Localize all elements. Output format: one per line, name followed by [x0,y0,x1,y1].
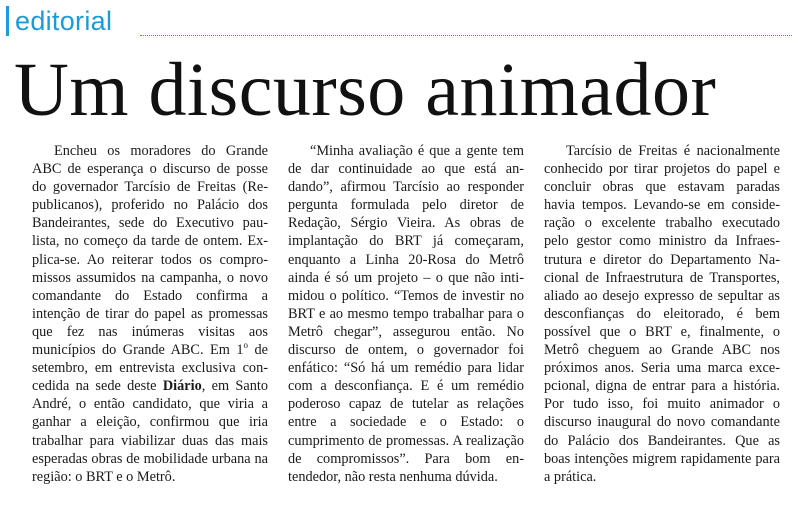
paragraph: Encheu os moradores do Grande ABC de esperança o discurso de posse do governador Tarcísio de Freitas (Republicanos), proferido no Palácio dos Bandeirantes, sede do Executivo paulista, no começo da tarde de ontem. Explica-se. Ao reiterar todos os compromissos assumidos na campanha, o novo comandante do Estado confirma a intenção de tirar do papel as promessas que fez nas inúmeras visitas aos municípios do Grande ABC. Em 1$^o$ de setembro, em entrevista exclusiva concedida na sede deste Diário, em Santo André, o então candidato, que viria a ganhar a eleição, confirmou que iria trabalhar para viabilizar duas das mais esperadas obras de mobilidade urbana na região: o BRT e o Metrô. [32,143,268,485]
paragraph: Tarcísio de Freitas é nacionalmente conhecido por tirar projetos do papel e concluir obras que estavam paradas havia tempos. Levando-se em consideração o excelente trabalho executado pelo gestor como ministro da Infraestrutura e diretor do Departamento Nacional de Infraestrutura de Transportes, aliado ao desejo expresso de sepultar as desconfianças do eleitorado, é bem possível que o BRT e, finalmente, o Metrô cheguem ao Grande ABC nos próximos anos. Seria uma marca excepcional, digna de entrar para a história. Por tudo isso, foi muito animador o discurso inaugural do novo comandante do Palácio dos Bandeirantes. Que as boas intenções migrem rapidamente para a prática. [544,143,780,485]
section-divider [140,35,792,36]
article-body [32,142,794,508]
section-tag [6,6,112,36]
headline: Um discurso animador [14,48,717,132]
paragraph: “Minha avaliação é que a gente tem de dar continuidade ao que está andando”, afirmou Tarcísio ao responder pergunta formulada pelo diretor de Redação, Sérgio Vieira. As obras de implantação do BRT já começaram, enquanto a Linha 20-Rosa do Metrô ainda é só um projeto – o que não intimidou o político. “Temos de investir no BRT e ao mesmo tempo trabalhar para o Metrô chegar”, assegurou então. No discurso de ontem, o governador foi enfático: “Só há um remédio para lidar com a desconfiança. E é um remédio poderoso capaz de tutelar as relações entre a sociedade e o Estado: o cumprimento de promessas. A realização de compromissos”. Para bom entendedor, não resta nenhuma dúvida. [288,143,524,485]
article-column-1 [32,142,268,508]
newspaper-name: Diário [162,378,202,395]
article-column-3 [544,142,780,508]
article-column-2 [288,142,524,508]
section-accent-bar [6,6,9,36]
section-label: editorial [15,6,113,36]
